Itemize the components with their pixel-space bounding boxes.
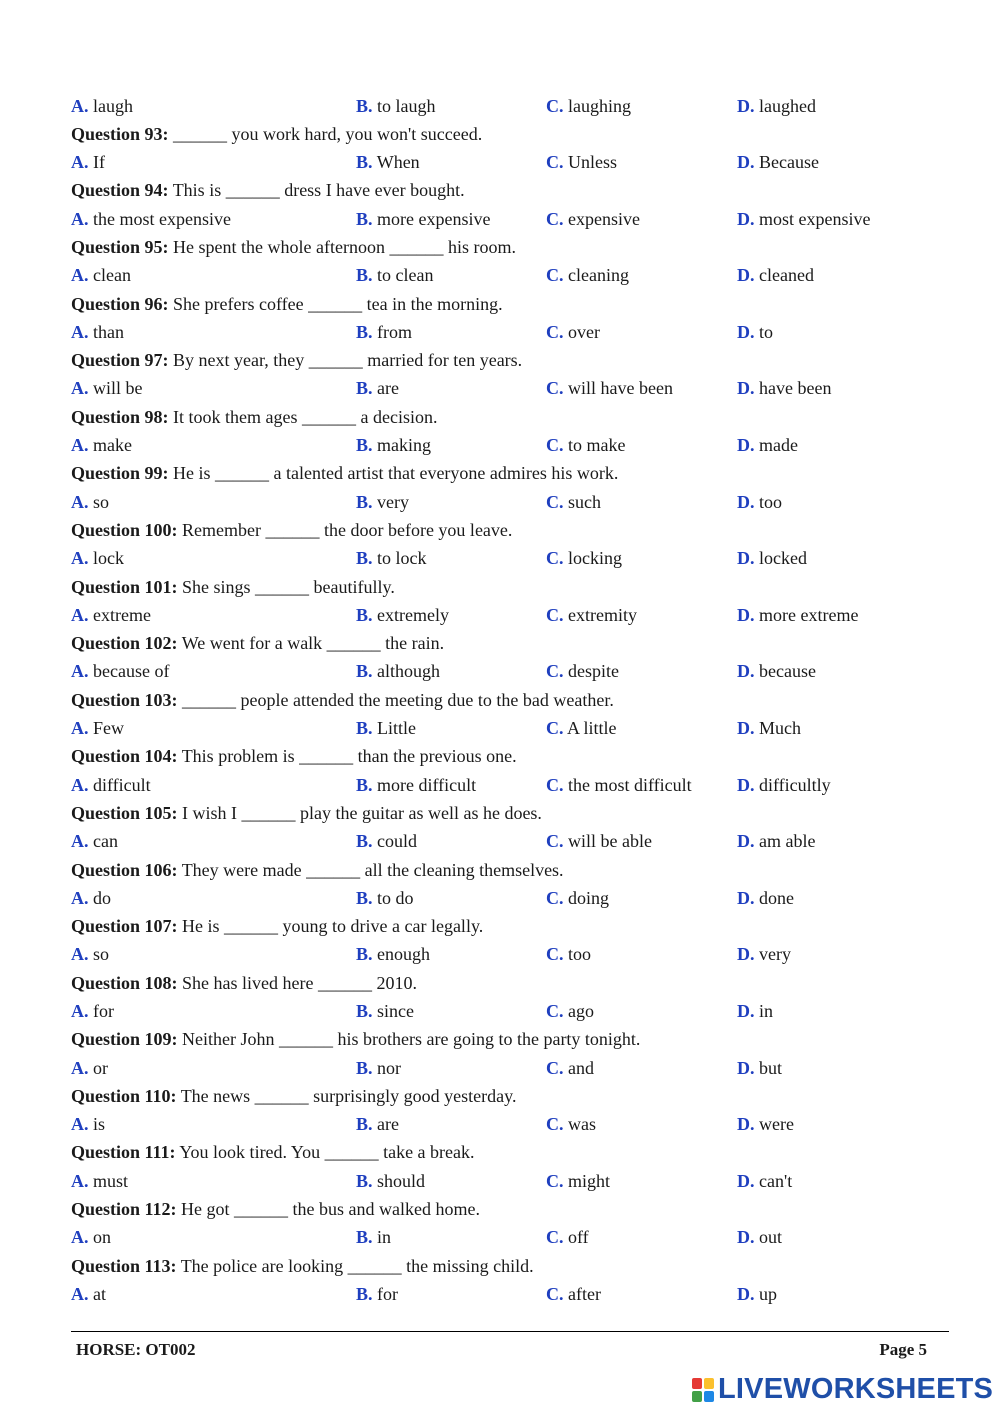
option-a: A. clean — [71, 265, 131, 286]
option-a: A. is — [71, 1114, 106, 1135]
option-b: B. since — [356, 1001, 414, 1021]
question-text: She prefers coffee ______ tea in the morning. — [168, 293, 503, 314]
options-row — [71, 545, 951, 573]
question-stem — [71, 403, 951, 432]
option-b: B. making — [356, 435, 432, 456]
question-text: You look tired. You ______ take a break. — [175, 1142, 475, 1163]
option-b: B. for — [356, 1283, 399, 1304]
question-stem — [71, 1082, 951, 1111]
liveworksheets-logo-icon — [692, 1378, 714, 1402]
question-number: Question 94: — [71, 180, 169, 201]
option-a: A. If — [71, 152, 105, 173]
question-text: She sings ______ beautifully. — [177, 576, 395, 597]
option-a: A. because of — [71, 661, 170, 682]
option-b: B. although — [356, 661, 441, 682]
option-c: C. laughing — [546, 95, 631, 116]
option-b: B. very — [356, 491, 409, 512]
options-row — [71, 1054, 951, 1082]
option-a: A. will be — [71, 378, 143, 399]
option-d: D. more extreme — [737, 604, 859, 625]
options-row — [71, 941, 951, 969]
option-b: B. to laugh — [356, 95, 436, 116]
option-c: C. ago — [546, 1001, 594, 1021]
option-c: C. Unless — [546, 152, 617, 173]
question-stem — [71, 1252, 951, 1281]
option-c: C. such — [546, 491, 601, 512]
option-d: D. up — [737, 1283, 777, 1304]
question-text: He is ______ young to drive a car legally. — [177, 916, 484, 937]
option-c: C. and — [546, 1057, 594, 1078]
question-text: It took them ages ______ a decision. — [168, 406, 438, 427]
option-a: A. than — [71, 321, 124, 342]
option-b: B. are — [356, 378, 399, 399]
question-text: This problem is ______ than the previous one. — [177, 746, 517, 767]
option-b: B. could — [356, 831, 418, 852]
options-row — [71, 884, 951, 912]
question-text: I wish I ______ play the guitar as well as he does. — [177, 802, 542, 823]
option-d: D. done — [737, 887, 794, 908]
question-text: He spent the whole afternoon ______ his room. — [168, 236, 516, 257]
option-d: D. Because — [737, 152, 819, 173]
options-row — [71, 1167, 951, 1195]
option-d: D. locked — [737, 548, 807, 569]
question-stem — [71, 573, 951, 602]
logo-square — [704, 1391, 714, 1402]
question-stem — [71, 799, 951, 828]
question-number: Question 102: — [71, 633, 178, 654]
options-row — [71, 1224, 951, 1252]
option-a: A. Few — [71, 718, 124, 739]
option-c: C. A little — [546, 718, 617, 739]
option-c: C. off — [546, 1227, 589, 1248]
option-b: B. more difficult — [356, 774, 477, 795]
option-c: C. the most difficult — [546, 774, 692, 795]
option-b: B. When — [356, 152, 420, 173]
question-stem — [71, 346, 951, 375]
options-row-first — [71, 92, 951, 120]
question-number: Question 110: — [71, 1085, 177, 1106]
question-number: Question 105: — [71, 802, 178, 823]
worksheet — [71, 92, 951, 1308]
question-stem — [71, 629, 951, 658]
option-d: D. have been — [737, 378, 832, 399]
logo-square — [692, 1378, 702, 1389]
logo-square — [692, 1391, 702, 1402]
option-b: B. more expensive — [356, 208, 491, 229]
option-d: D. difficultly — [737, 774, 831, 795]
option-b: B. nor — [356, 1057, 402, 1078]
brand-name: LIVEWORKSHEETS — [718, 1373, 994, 1405]
option-c: C. might — [546, 1170, 611, 1191]
question-number: Question 104: — [71, 746, 178, 767]
option-b: B. extremely — [356, 604, 449, 625]
option-a: A. can — [71, 831, 118, 852]
question-number: Question 95: — [71, 236, 169, 257]
question-stem — [71, 912, 951, 941]
options-row — [71, 488, 951, 516]
options-row — [71, 1280, 951, 1308]
options-row — [71, 149, 951, 177]
options-row — [71, 601, 951, 629]
question-text: Neither John ______ his brothers are going to the party tonight. — [177, 1029, 641, 1050]
option-b: B. in — [356, 1227, 392, 1248]
footer-code: HORSE: OT002 — [76, 1340, 196, 1359]
question-text: He got ______ the bus and walked home. — [176, 1199, 480, 1220]
option-c: C. locking — [546, 548, 622, 569]
question-text: This is ______ dress I have ever bought. — [168, 180, 465, 201]
question-stem — [71, 233, 951, 262]
option-d: D. Much — [737, 718, 801, 739]
option-b: B. Little — [356, 718, 417, 739]
question-number: Question 106: — [71, 859, 178, 880]
option-d: D. but — [737, 1057, 783, 1078]
question-number: Question 101: — [71, 576, 178, 597]
option-d: D. too — [737, 491, 783, 512]
option-d: D. am able — [737, 831, 816, 852]
option-d: D. out — [737, 1227, 783, 1248]
question-text: By next year, they ______ married for ten years. — [168, 350, 523, 371]
option-c: C. will have been — [546, 378, 673, 399]
options-row — [71, 771, 951, 799]
question-number: Question 111: — [71, 1142, 176, 1163]
option-a: A. lock — [71, 548, 124, 569]
option-d: D. to — [737, 321, 774, 342]
question-text: ______ you work hard, you won't succeed. — [168, 123, 483, 144]
question-stem — [71, 686, 951, 715]
options-row — [71, 998, 951, 1026]
option-c: C. to make — [546, 435, 626, 456]
option-b: B. are — [356, 1114, 399, 1135]
option-c: C. extremity — [546, 604, 637, 625]
question-stem — [71, 1026, 951, 1055]
options-row — [71, 1111, 951, 1139]
option-d: D. laughed — [737, 95, 816, 116]
option-a: A. so — [71, 491, 110, 512]
question-stem — [71, 1139, 951, 1168]
question-number: Question 112: — [71, 1199, 177, 1220]
option-c: C. will be able — [546, 831, 652, 852]
option-d: D. very — [737, 944, 791, 965]
question-number: Question 100: — [71, 519, 178, 540]
question-stem — [71, 1195, 951, 1224]
question-text: ______ people attended the meeting due to the bad weather. — [177, 689, 614, 710]
option-d: D. cleaned — [737, 265, 814, 286]
option-a: A. so — [71, 944, 110, 965]
option-c: C. despite — [546, 661, 619, 682]
question-text: They were made ______ all the cleaning themselves. — [177, 859, 564, 880]
question-number: Question 113: — [71, 1255, 177, 1276]
question-stem — [71, 460, 951, 489]
option-d: D. because — [737, 661, 816, 682]
option-a: A. must — [71, 1170, 129, 1191]
footer-divider — [71, 1331, 949, 1332]
question-text: She has lived here ______ 2010. — [177, 972, 417, 993]
option-b: B. from — [356, 321, 413, 342]
options-row — [71, 205, 951, 233]
option-a: A. the most expensive — [71, 208, 231, 229]
option-d: D. made — [737, 435, 798, 456]
question-number: Question 96: — [71, 293, 169, 314]
options-row — [71, 262, 951, 290]
options-row — [71, 658, 951, 686]
question-stem — [71, 516, 951, 545]
liveworksheets-brand[interactable] — [692, 1373, 993, 1406]
option-a: A. for — [71, 1001, 114, 1021]
option-d: D. can't — [737, 1170, 793, 1191]
option-b: B. to clean — [356, 265, 434, 286]
question-stem — [71, 177, 951, 206]
option-b: B. should — [356, 1170, 426, 1191]
option-c: C. too — [546, 944, 592, 965]
page-number: Page 5 — [879, 1340, 927, 1359]
option-b: B. to lock — [356, 548, 427, 569]
question-stem — [71, 120, 951, 149]
option-d: D. most expensive — [737, 208, 871, 229]
option-a: A. on — [71, 1227, 111, 1248]
question-stem — [71, 743, 951, 772]
question-number: Question 107: — [71, 916, 178, 937]
question-text: The news ______ surprisingly good yesterday. — [176, 1085, 517, 1106]
question-stem — [71, 856, 951, 885]
question-stem — [71, 969, 951, 998]
question-number: Question 98: — [71, 406, 169, 427]
option-c: C. after — [546, 1283, 601, 1304]
option-b: B. enough — [356, 944, 431, 965]
option-c: C. expensive — [546, 208, 640, 229]
option-a: A. laugh — [71, 95, 133, 116]
question-text: We went for a walk ______ the rain. — [177, 633, 445, 654]
question-stem — [71, 290, 951, 319]
question-text: He is ______ a talented artist that everyone admires his work. — [168, 463, 619, 484]
question-number: Question 108: — [71, 972, 178, 993]
question-list — [71, 120, 951, 1308]
options-row — [71, 715, 951, 743]
question-text: Remember ______ the door before you leave. — [177, 519, 513, 540]
question-number: Question 97: — [71, 350, 169, 371]
option-a: A. difficult — [71, 774, 151, 795]
option-c: C. over — [546, 321, 600, 342]
question-number: Question 99: — [71, 463, 169, 484]
question-text: The police are looking ______ the missing child. — [176, 1255, 534, 1276]
option-a: A. extreme — [71, 604, 151, 625]
logo-square — [704, 1378, 714, 1389]
question-number: Question 109: — [71, 1029, 178, 1050]
options-row — [71, 828, 951, 856]
options-row — [71, 318, 951, 346]
option-c: C. cleaning — [546, 265, 629, 286]
option-a: A. at — [71, 1283, 106, 1304]
option-c: C. doing — [546, 887, 610, 908]
question-number: Question 103: — [71, 689, 178, 710]
options-row — [71, 375, 951, 403]
option-a: A. do — [71, 887, 111, 908]
options-row — [71, 432, 951, 460]
option-a: A. make — [71, 435, 132, 456]
question-number: Question 93: — [71, 123, 169, 144]
option-d: D. in — [737, 1001, 774, 1021]
option-c: C. was — [546, 1114, 596, 1135]
option-d: D. were — [737, 1114, 794, 1135]
option-b: B. to do — [356, 887, 414, 908]
option-a: A. or — [71, 1057, 108, 1078]
